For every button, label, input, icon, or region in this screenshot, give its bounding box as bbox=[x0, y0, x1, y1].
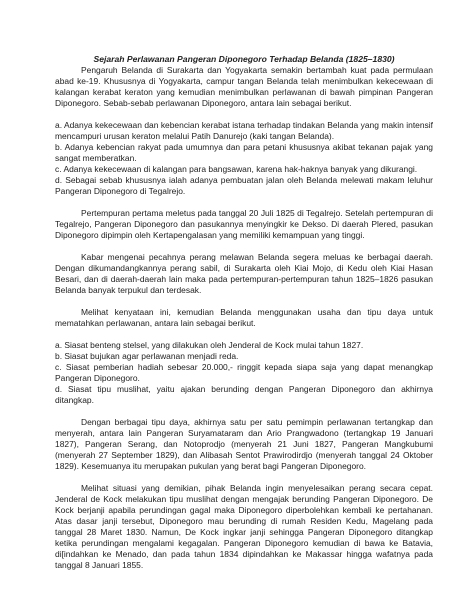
cause-item: a. Adanya kekecewaan dan kebencian kerabat istana terhadap tindakan Belanda yang makin intensif mencampuri urusan keraton melalui Patih Danurejo (kaki tangan Belanda). bbox=[55, 120, 433, 141]
spacer bbox=[55, 296, 433, 307]
spacer bbox=[55, 472, 433, 483]
battle-paragraph: Pertempuran pertama meletus pada tanggal 20 Juli 1825 di Tegalrejo. Setelah pertempuran di Tegalrejo, Pangeran Diponegoro dan pasukannya menyingkir ke Dekso. Di daerah Plered, pasukan Diponegoro dipimpin oleh Kertapengalasan yang memiliki kemampuan yang tinggi. bbox=[55, 208, 433, 240]
tactics-list bbox=[55, 340, 433, 406]
spacer bbox=[55, 329, 433, 340]
response-paragraph: Melihat kenyataan ini, kemudian Belanda menggunakan usaha dan tipu daya untuk mematahkan perlawanan, antara lain sebagai berikut. bbox=[55, 307, 433, 328]
tactic-item: c. Siasat pemberian hadiah sebesar 20.000,- ringgit kepada siapa saja yang dapat menangkap Pangeran Diponegoro. bbox=[55, 362, 433, 383]
tactic-item: a. Siasat benteng stelsel, yang dilakukan oleh Jenderal de Kock mulai tahun 1827. bbox=[55, 340, 364, 350]
spacer bbox=[55, 406, 433, 417]
spacer bbox=[55, 109, 433, 120]
tactic-item: d. Siasat tipu muslihat, yaitu ajakan berunding dengan Pangeran Diponegoro dan akhirnya ditangkap. bbox=[55, 384, 433, 405]
tactic-item: b. Siasat bujukan agar perlawanan menjadi reda. bbox=[55, 351, 239, 361]
spread-paragraph: Kabar mengenai pecahnya perang melawan Belanda segera meluas ke berbagai daerah. Dengan dikumandangkannya perang sabil, di Surakarta oleh Kiai Mojo, di Kedu oleh Kiai Hasan Besari, dan di daerah-daerah lain maka pada pertempuran-pertempuran tahun 1825–1826 pasukan Belanda banyak terpukul dan terdesak. bbox=[55, 252, 433, 295]
document-title: Sejarah Perlawanan Pangeran Diponegoro Terhadap Belanda (1825–1830) bbox=[93, 54, 395, 64]
cause-item: d. Sebagai sebab khususnya ialah adanya pembuatan jalan oleh Belanda melewati makam leluhur Pangeran Diponegoro di Tegalrejo. bbox=[55, 175, 433, 196]
causes-list bbox=[55, 120, 433, 197]
ending-paragraph: Melihat situasi yang demikian, pihak Belanda ingin menyelesaikan perang secara cepat. Jenderal de Kock melakukan tipu muslihat dengan mengajak berunding Pangeran Diponegoro. De Kock berjanji apabila perundingan gagal maka Diponegoro diperbolehkan kembali ke pertahanan. Atas dasar janji tersebut, Diponegoro mau berunding di rumah Residen Kedu, Magelang pada tanggal 28 Maret 1830. Namun, De Kock ingkar janji sehingga Pangeran Diponegoro ditangkap ketika perundingan mengalami kegagalan. Pangeran Diponegoro kemudian di bawa ke Batavia, di[indahkan ke Menado, dan pada tahun 1834 dipindahkan ke Makassar hingga wafatnya pada tanggal 8 Januari 1855. bbox=[55, 483, 433, 570]
intro-paragraph: Pengaruh Belanda di Surakarta dan Yogyakarta semakin bertambah kuat pada permulaan abad ke-19. Khususnya di Yogyakarta, campur tangan Belanda telah menimbulkan kekecewaan di kalangan kerabat keraton yang kemudian menimbulkan perlawanan di bawah pimpinan Pangeran Diponegoro. Sebab-sebab perlawanan Diponegoro, antara lain sebagai berikut. bbox=[55, 65, 433, 108]
spacer bbox=[55, 197, 433, 208]
cause-item: c. Adanya kekecewaan di kalangan para bangsawan, karena hak-haknya banyak yang dikurangi. bbox=[55, 164, 418, 174]
surrender-paragraph: Dengan berbagai tipu daya, akhirnya satu per satu pemimpin perlawanan tertangkap dan menyerah, antara lain Pangeran Suryamataram dan Ario Prangwadono (tertangkap 19 Januari 1827), Pangeran Serang, dan Notoprodjo (menyerah 21 Juni 1827, Pangeran Mangkubumi (menyerah 27 September 1829), dan Alibasah Sentot Prawirodirdjo (menyerah tanggal 24 Oktober 1829). Kesemuanya itu merupakan pukulan yang berat bagi Pangeran Diponegoro. bbox=[55, 417, 433, 471]
spacer bbox=[55, 241, 433, 252]
cause-item: b. Adanya kebencian rakyat pada umumnya dan para petani khususnya akibat tekanan pajak yang sangat memberatkan. bbox=[55, 142, 433, 163]
